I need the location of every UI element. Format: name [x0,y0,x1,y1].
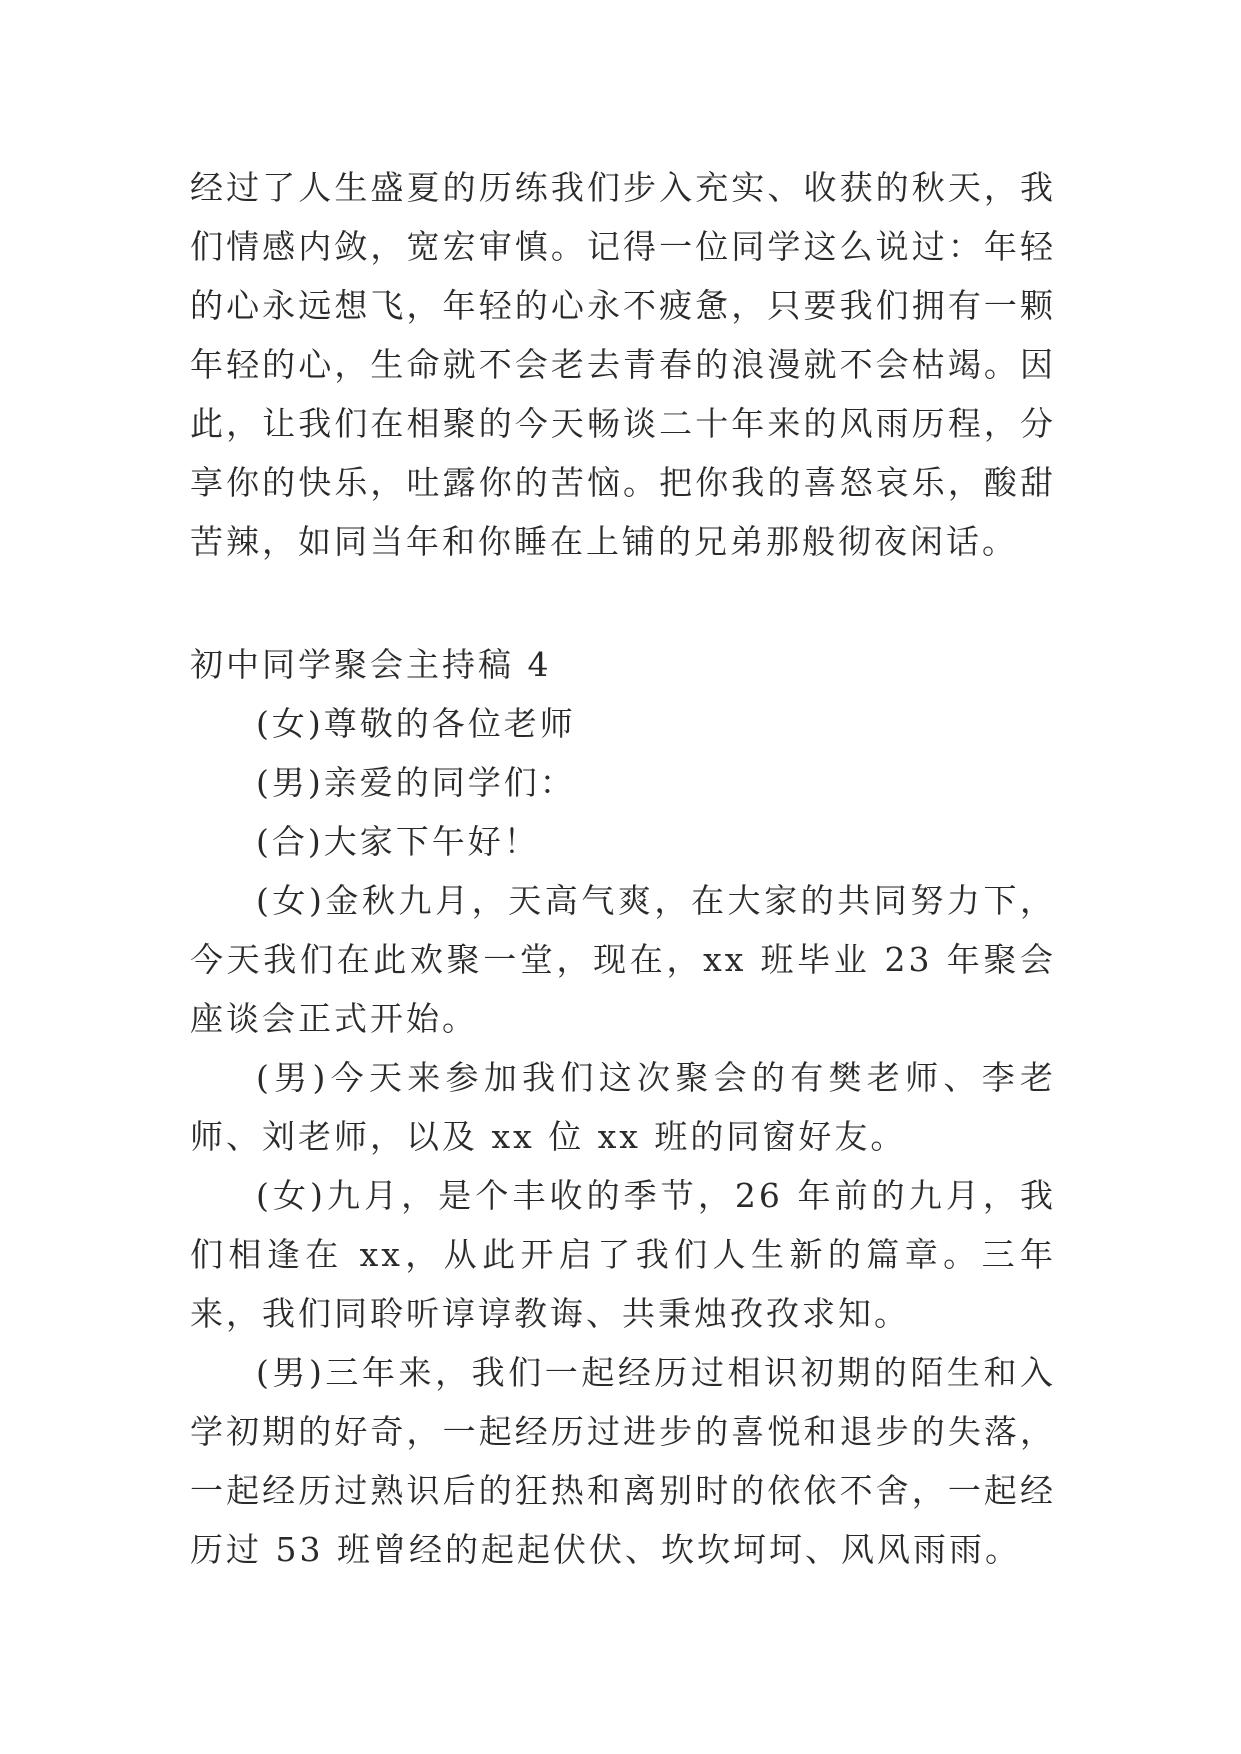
script-line-female-greeting: (女)尊敬的各位老师 [256,704,576,743]
script-line-attendees: (男)今天来参加我们这次聚会的有樊老师、李老师、刘老师，以及 xx 位 xx 班的同窗好友。 [190,1058,1056,1156]
script-line-together-greeting: (合)大家下午好！ [256,822,540,861]
intro-paragraph: 经过了人生盛夏的历练我们步入充实、收获的秋天，我们情感内敛，宽宏审慎。记得一位同学这么说过：年轻的心永远想飞，年轻的心永不疲惫，只要我们拥有一颗年轻的心，生命就不会老去青春的浪漫就不会枯竭。因此，让我们在相聚的今天畅谈二十年来的风雨历程，分享你的快乐，吐露你的苦恼。把你我的喜怒哀乐，酸甜苦辣，如同当年和你睡在上铺的兄弟那般彻夜闲话。 [190,168,1056,561]
section-heading: 初中同学聚会主持稿 4 [190,645,552,684]
document-page [190,158,1056,1579]
script-line-opening: (女)金秋九月，天高气爽，在大家的共同努力下，今天我们在此欢聚一堂，现在，xx 班毕业 23 年聚会座谈会正式开始。 [190,881,1056,1038]
script-line-september: (女)九月，是个丰收的季节，26 年前的九月，我们相逢在 xx，从此开启了我们人生新的篇章。三年来，我们同聆听谆谆教诲、共秉烛孜孜求知。 [190,1176,1056,1333]
section-gap [190,571,1056,635]
script-line-male-greeting: (男)亲爱的同学们： [256,763,576,802]
script-line-three-years: (男)三年来，我们一起经历过相识初期的陌生和入学初期的好奇，一起经历过进步的喜悦和退步的失落，一起经历过熟识后的狂热和离别时的依依不舍，一起经历过 53 班曾经的起起伏伏、坎坎坷坷、风风雨雨。 [190,1353,1056,1569]
